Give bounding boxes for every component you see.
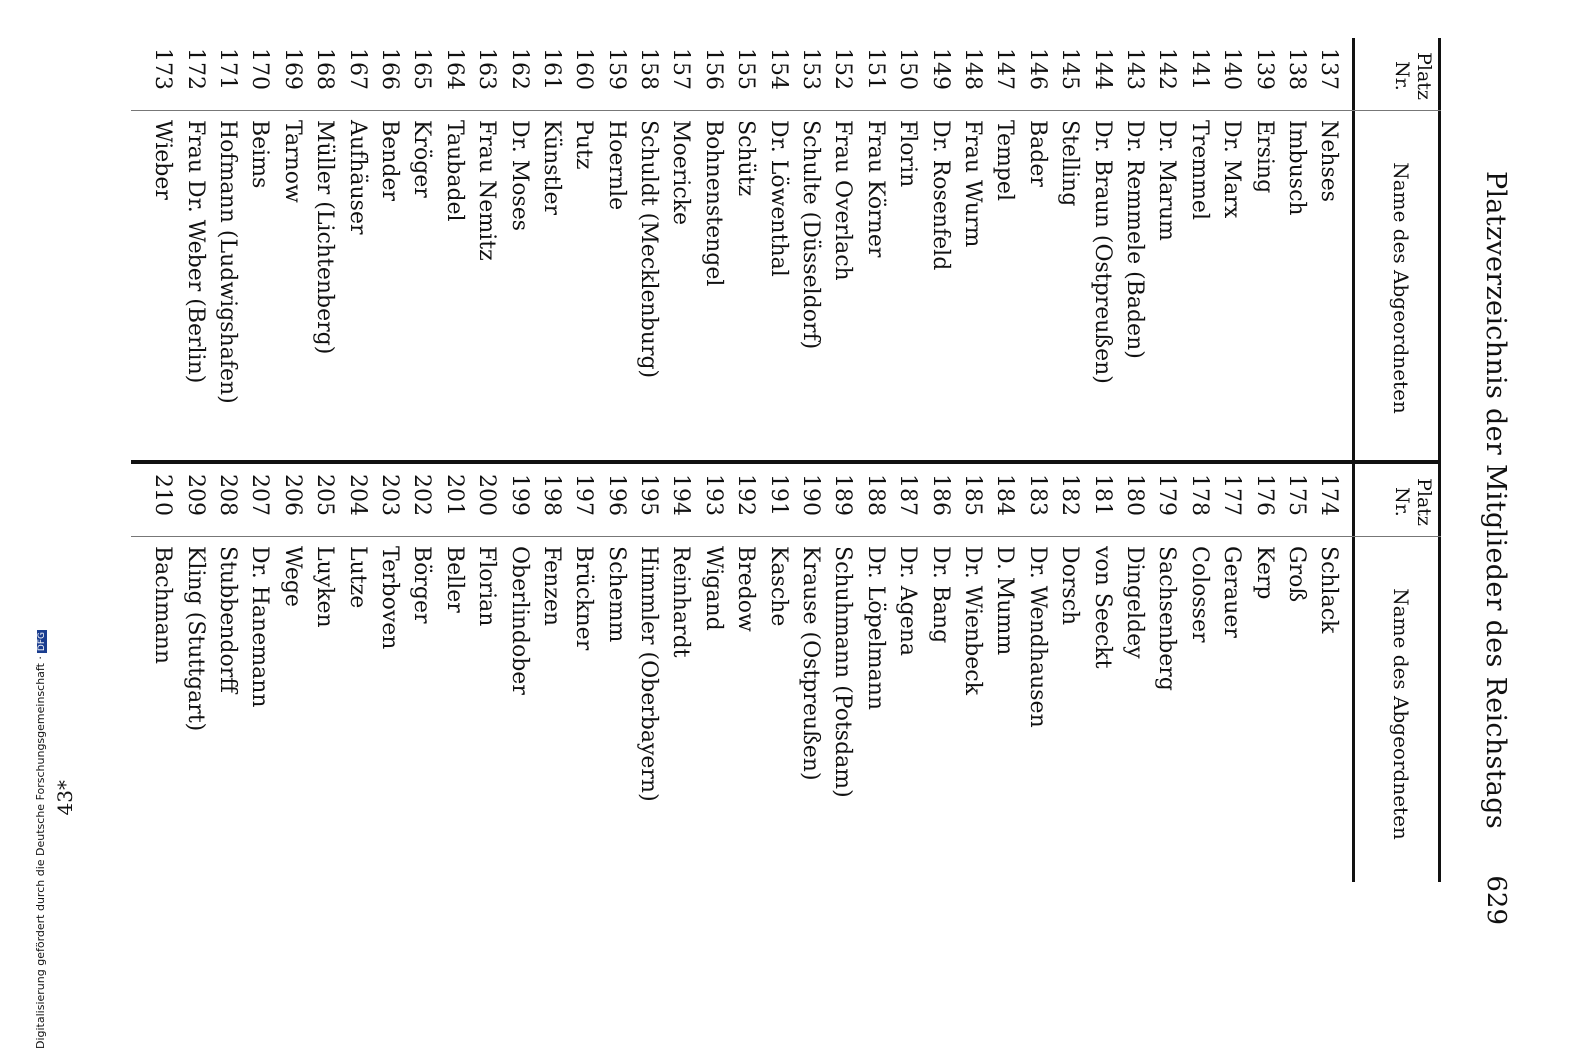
- member-name: Dorsch: [1057, 546, 1083, 626]
- member-name: Dr. Agena: [895, 546, 921, 656]
- seat-number: 139: [1251, 48, 1277, 90]
- member-name: Frau Dr. Weber (Berlin): [182, 120, 208, 384]
- right-rows: [147, 464, 1345, 884]
- seat-number: 205: [312, 474, 338, 516]
- member-name: Putz: [571, 120, 597, 170]
- member-name: Kling (Stuttgart): [182, 546, 208, 732]
- seat-number: 155: [733, 48, 759, 90]
- seat-number: 187: [895, 474, 921, 516]
- seat-number: 179: [1154, 474, 1180, 516]
- table-row: [924, 38, 956, 458]
- member-name: Taubadel: [441, 120, 467, 222]
- table-row: [568, 464, 600, 884]
- seat-number: 141: [1186, 48, 1212, 90]
- seat-number: 177: [1219, 474, 1245, 516]
- seat-number: 185: [960, 474, 986, 516]
- table-row: [794, 464, 826, 884]
- seat-number: 209: [182, 474, 208, 516]
- seat-number: 200: [474, 474, 500, 516]
- seat-number: 137: [1316, 48, 1342, 90]
- member-name: Dr. Hanemann: [247, 546, 273, 708]
- table-row: [665, 464, 697, 884]
- seat-number: 169: [279, 48, 305, 90]
- table-row: [827, 464, 859, 884]
- seat-number: 149: [927, 48, 953, 90]
- seat-number: 165: [409, 48, 435, 90]
- member-name: Frau Overlach: [830, 120, 856, 281]
- seat-number: 203: [376, 474, 402, 516]
- seat-number: 148: [960, 48, 986, 90]
- seat-number: 188: [862, 474, 888, 516]
- table-row: [859, 38, 891, 458]
- table-row: [762, 464, 794, 884]
- member-name: Reinhardt: [668, 546, 694, 658]
- table-row: [892, 464, 924, 884]
- member-name: Schütz: [733, 120, 759, 197]
- member-name: Tempel: [992, 120, 1018, 201]
- table-row: [989, 38, 1021, 458]
- table-row: [697, 464, 729, 884]
- table-row: [276, 464, 308, 884]
- seating-table: [131, 38, 1441, 882]
- table-row: [568, 38, 600, 458]
- member-name: Fenzen: [538, 546, 564, 627]
- seat-number: 207: [247, 474, 273, 516]
- table-row: [535, 38, 567, 458]
- table-row: [665, 38, 697, 458]
- member-name: Nehses: [1316, 120, 1342, 203]
- member-name: Dr. Remmele (Baden): [1121, 120, 1147, 359]
- member-name: Börger: [409, 546, 435, 624]
- member-name: Bender: [376, 120, 402, 201]
- member-name: Dr. Moses: [506, 120, 532, 232]
- table-row: [341, 38, 373, 458]
- seat-number: 208: [215, 474, 241, 516]
- footnote-text: Digitalisierung gefördert durch die Deutsche Forschungsgemeinschaft ·: [34, 656, 47, 1049]
- table-row: [1021, 38, 1053, 458]
- header-nr: [1391, 470, 1435, 534]
- seat-number: 140: [1219, 48, 1245, 90]
- table-row: [244, 38, 276, 458]
- member-name: Bader: [1024, 120, 1050, 187]
- seat-number: 143: [1121, 48, 1147, 90]
- table-row: [438, 38, 470, 458]
- table-row: [827, 38, 859, 458]
- seat-number: 199: [506, 474, 532, 516]
- seat-number: 145: [1057, 48, 1083, 90]
- seat-number: 174: [1316, 474, 1342, 516]
- member-name: Kasche: [765, 546, 791, 627]
- member-name: Dr. Wienbeck: [960, 546, 986, 695]
- seat-number: 191: [765, 474, 791, 516]
- table-row: [1215, 464, 1247, 884]
- digitization-footnote: [34, 630, 47, 1049]
- seat-number: 142: [1154, 48, 1180, 90]
- member-name: Aufhäuser: [344, 120, 370, 235]
- member-name: Lutze: [344, 546, 370, 609]
- member-name: Kröger: [409, 120, 435, 198]
- member-name: Himmler (Oberbayern): [636, 546, 662, 802]
- member-name: Krause (Ostpreußen): [798, 546, 824, 781]
- table-row: [1053, 464, 1085, 884]
- member-name: Oberlindober: [506, 546, 532, 695]
- table-row: [989, 464, 1021, 884]
- member-name: Luyken: [312, 546, 338, 628]
- seat-number: 175: [1283, 474, 1309, 516]
- table-row: [309, 464, 341, 884]
- seat-number: 164: [441, 48, 467, 90]
- table-row: [697, 38, 729, 458]
- seat-number: 186: [927, 474, 953, 516]
- seat-number: 176: [1251, 474, 1277, 516]
- seat-number: 163: [474, 48, 500, 90]
- member-name: Frau Körner: [862, 120, 888, 258]
- member-name: D. Mumm: [992, 546, 1018, 656]
- left-rows: [147, 38, 1345, 458]
- member-name: Schuldt (Mecklenburg): [636, 120, 662, 379]
- member-name: Sachsenberg: [1154, 546, 1180, 691]
- seat-number: 156: [700, 48, 726, 90]
- member-name: Schemm: [603, 546, 629, 643]
- header-nr-line2: Nr.: [1391, 487, 1413, 517]
- seat-number: 167: [344, 48, 370, 90]
- table-row: [503, 464, 535, 884]
- member-name: Colosser: [1186, 546, 1212, 643]
- table-row: [1086, 38, 1118, 458]
- member-name: Dr. Marx: [1219, 120, 1245, 219]
- seat-number: 157: [668, 48, 694, 90]
- table-row: [794, 38, 826, 458]
- seat-number: 198: [538, 474, 564, 516]
- page-title: Platzverzeichnis der Mitglieder des Reichstags: [1480, 171, 1511, 829]
- table-row: [762, 38, 794, 458]
- seat-number: 196: [603, 474, 629, 516]
- seat-number: 161: [538, 48, 564, 90]
- table-row: [956, 38, 988, 458]
- table-row: [373, 38, 405, 458]
- seat-number: 210: [150, 474, 176, 516]
- table-row: [276, 38, 308, 458]
- seat-number: 178: [1186, 474, 1212, 516]
- seat-number: 183: [1024, 474, 1050, 516]
- member-name: Wege: [279, 546, 305, 607]
- member-name: Florin: [895, 120, 921, 188]
- seat-number: 152: [830, 48, 856, 90]
- member-name: Wieber: [150, 120, 176, 200]
- member-name: Ersing: [1251, 120, 1277, 194]
- member-name: Bredow: [733, 546, 759, 632]
- table-row: [211, 38, 243, 458]
- seat-number: 150: [895, 48, 921, 90]
- seat-number: 138: [1283, 48, 1309, 90]
- seat-number: 197: [571, 474, 597, 516]
- member-name: Beller: [441, 546, 467, 613]
- table-row: [406, 464, 438, 884]
- left-column: [131, 38, 1441, 458]
- table-row: [1280, 38, 1312, 458]
- seat-number: 202: [409, 474, 435, 516]
- table-row: [535, 464, 567, 884]
- member-name: Dr. Braun (Ostpreußen): [1089, 120, 1115, 384]
- seat-number: 166: [376, 48, 402, 90]
- header-name: Name des Abgeordneten: [1389, 162, 1413, 414]
- seat-number: 151: [862, 48, 888, 90]
- table-row: [1118, 464, 1150, 884]
- bottom-page-number: 43*: [53, 780, 77, 816]
- header-nr: [1391, 44, 1435, 108]
- table-row: [1021, 464, 1053, 884]
- seat-number: 173: [150, 48, 176, 90]
- member-name: Tremmel: [1186, 120, 1212, 220]
- member-name: Frau Nemitz: [474, 120, 500, 261]
- seat-number: 201: [441, 474, 467, 516]
- member-name: Tarnow: [279, 120, 305, 203]
- table-row: [244, 464, 276, 884]
- seat-number: 192: [733, 474, 759, 516]
- table-row: [924, 464, 956, 884]
- table-row: [147, 464, 179, 884]
- seat-number: 154: [765, 48, 791, 90]
- seat-number: 162: [506, 48, 532, 90]
- member-name: Moericke: [668, 120, 694, 226]
- table-row: [632, 464, 664, 884]
- table-row: [600, 464, 632, 884]
- table-row: [406, 38, 438, 458]
- seat-number: 195: [636, 474, 662, 516]
- member-name: Stelling: [1057, 120, 1083, 207]
- member-name: Dr. Löpelmann: [862, 546, 888, 711]
- table-row: [730, 464, 762, 884]
- page-number: 629: [1481, 875, 1511, 925]
- member-name: Hoernle: [603, 120, 629, 211]
- member-name: Schlack: [1316, 546, 1342, 634]
- table-row: [1280, 464, 1312, 884]
- table-row: [1248, 38, 1280, 458]
- table-row: [632, 38, 664, 458]
- member-name: Terboven: [376, 546, 402, 650]
- table-row: [179, 464, 211, 884]
- table-row: [859, 464, 891, 884]
- member-name: Wigand: [700, 546, 726, 631]
- seat-number: 153: [798, 48, 824, 90]
- member-name: Stubbendorff: [215, 546, 241, 693]
- seat-number: 189: [830, 474, 856, 516]
- seat-number: 182: [1057, 474, 1083, 516]
- member-name: Florian: [474, 546, 500, 627]
- member-name: Groß: [1283, 546, 1309, 603]
- seat-number: 193: [700, 474, 726, 516]
- member-name: Frau Wurm: [960, 120, 986, 248]
- table-row: [1086, 464, 1118, 884]
- seat-number: 181: [1089, 474, 1115, 516]
- seat-number: 180: [1121, 474, 1147, 516]
- header-nr-line1: Platz: [1413, 52, 1435, 100]
- table-row: [1215, 38, 1247, 458]
- seat-number: 146: [1024, 48, 1050, 90]
- member-name: Dingeldey: [1121, 546, 1147, 659]
- member-name: Beims: [247, 120, 273, 189]
- header-name: Name des Abgeordneten: [1389, 588, 1413, 840]
- table-row: [1313, 464, 1345, 884]
- table-row: [341, 464, 373, 884]
- member-name: Gerauer: [1219, 546, 1245, 638]
- seat-number: 194: [668, 474, 694, 516]
- seat-number: 160: [571, 48, 597, 90]
- table-row: [309, 38, 341, 458]
- member-name: Schuhmann (Potsdam): [830, 546, 856, 798]
- table-row: [147, 38, 179, 458]
- header-nr-line2: Nr.: [1391, 61, 1413, 91]
- right-column: [131, 464, 1441, 884]
- table-row: [956, 464, 988, 884]
- member-name: Hofmann (Ludwigshafen): [215, 120, 241, 404]
- seat-number: 144: [1089, 48, 1115, 90]
- table-row: [1053, 38, 1085, 458]
- table-row: [373, 464, 405, 884]
- member-name: Dr. Bang: [927, 546, 953, 644]
- seat-number: 158: [636, 48, 662, 90]
- member-name: Müller (Lichtenberg): [312, 120, 338, 355]
- seat-number: 184: [992, 474, 1018, 516]
- seat-number: 170: [247, 48, 273, 90]
- member-name: Dr. Wendhausen: [1024, 546, 1050, 728]
- table-row: [730, 38, 762, 458]
- table-row: [1118, 38, 1150, 458]
- table-row: [470, 464, 502, 884]
- table-row: [470, 38, 502, 458]
- table-row: [1151, 38, 1183, 458]
- seat-number: 206: [279, 474, 305, 516]
- seat-number: 147: [992, 48, 1018, 90]
- table-row: [503, 38, 535, 458]
- table-row: [211, 464, 243, 884]
- seat-number: 204: [344, 474, 370, 516]
- header-nr-line1: Platz: [1413, 478, 1435, 526]
- member-name: Kerp: [1251, 546, 1277, 600]
- dfg-badge: DFG: [37, 632, 47, 652]
- member-name: von Seeckt: [1089, 546, 1115, 669]
- seat-number: 190: [798, 474, 824, 516]
- table-row: [600, 38, 632, 458]
- table-row: [179, 38, 211, 458]
- seat-number: 159: [603, 48, 629, 90]
- table-row: [892, 38, 924, 458]
- member-name: Dr. Löwenthal: [765, 120, 791, 277]
- member-name: Bohnenstengel: [700, 120, 726, 287]
- seat-number: 172: [182, 48, 208, 90]
- member-name: Imbusch: [1283, 120, 1309, 216]
- member-name: Brückner: [571, 546, 597, 651]
- member-name: Schulte (Düsseldorf): [798, 120, 824, 350]
- table-row: [1183, 38, 1215, 458]
- member-name: Dr. Marum: [1154, 120, 1180, 241]
- member-name: Künstler: [538, 120, 564, 215]
- seat-number: 168: [312, 48, 338, 90]
- table-row: [1313, 38, 1345, 458]
- table-row: [438, 464, 470, 884]
- table-row: [1183, 464, 1215, 884]
- member-name: Bachmann: [150, 546, 176, 665]
- seat-number: 171: [215, 48, 241, 90]
- table-row: [1248, 464, 1280, 884]
- table-row: [1151, 464, 1183, 884]
- member-name: Dr. Rosenfeld: [927, 120, 953, 271]
